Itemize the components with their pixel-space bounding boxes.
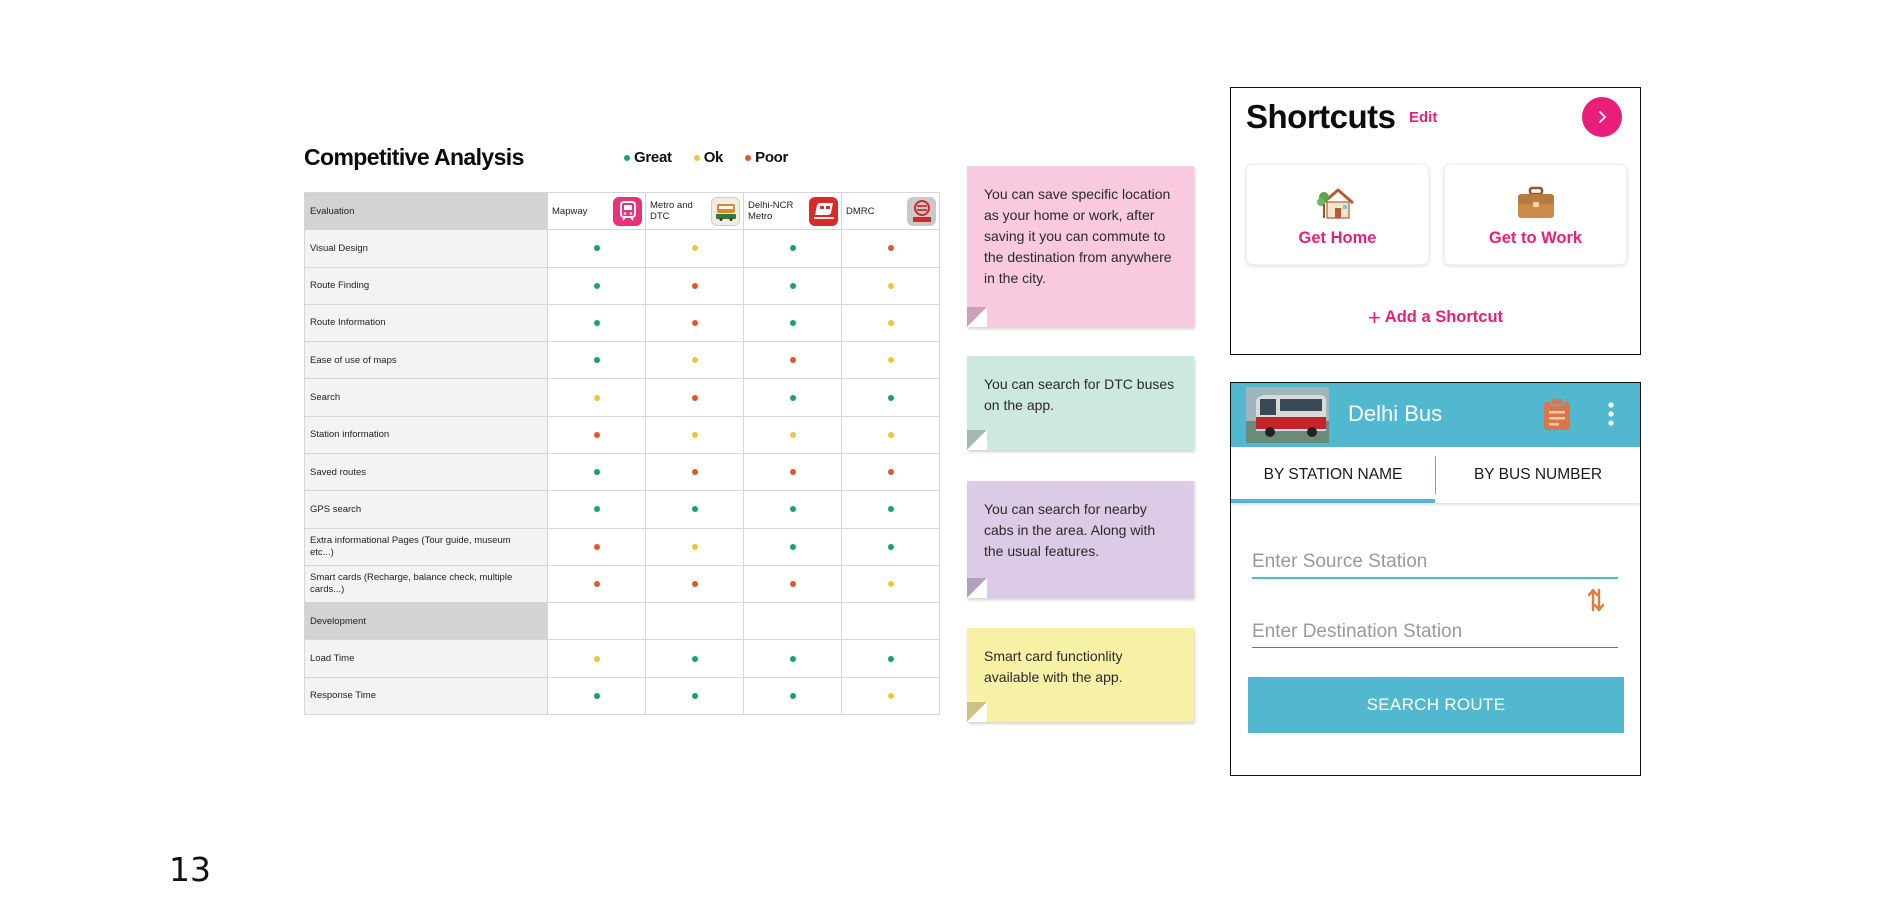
poor-rating-dot — [692, 320, 698, 326]
app-name: Delhi-NCR Metro — [748, 200, 794, 223]
criterion-label: Route Information — [305, 304, 548, 341]
plus-icon: + — [1367, 304, 1381, 330]
rating-cell — [548, 453, 646, 490]
ok-rating-dot — [594, 395, 600, 401]
great-rating-dot — [790, 245, 796, 251]
rating-cell — [646, 565, 744, 602]
more-options-icon[interactable] — [1607, 402, 1615, 426]
note-fold — [967, 578, 987, 598]
great-rating-dot — [594, 283, 600, 289]
rating-cell — [646, 640, 744, 677]
sticky-note-dtc-buses — [967, 356, 1194, 450]
rating-cell — [744, 677, 842, 714]
table-row — [305, 230, 940, 267]
great-rating-dot — [888, 656, 894, 662]
rating-cell — [842, 640, 940, 677]
briefcase-icon — [1515, 185, 1557, 221]
rating-cell — [646, 342, 744, 379]
note-text: You can search for nearby cabs in the area. Along with the usual features. — [984, 501, 1156, 559]
app-title: Delhi Bus — [1348, 401, 1443, 426]
rating-cell — [548, 267, 646, 304]
app-name: Metro and DTC — [650, 200, 693, 223]
evaluation-header: Evaluation — [305, 193, 548, 230]
great-rating-dot — [594, 357, 600, 363]
active-tab-indicator — [1231, 499, 1435, 503]
ok-rating-dot — [888, 320, 894, 326]
great-rating-dot — [790, 544, 796, 550]
criterion-label: Ease of use of maps — [305, 342, 548, 379]
note-text: You can search for DTC buses on the app. — [984, 376, 1175, 413]
house-icon — [1317, 185, 1359, 221]
note-text: Smart card functionlity available with the app. — [984, 648, 1123, 685]
rating-cell — [842, 267, 940, 304]
great-rating-dot — [790, 693, 796, 699]
poor-rating-dot — [790, 357, 796, 363]
great-rating-dot — [594, 693, 600, 699]
rating-cell — [842, 379, 940, 416]
get-to-work-label: Get to Work — [1488, 229, 1583, 247]
great-rating-dot — [888, 506, 894, 512]
rating-cell — [744, 304, 842, 341]
ok-rating-dot — [888, 432, 894, 438]
legend-great — [624, 149, 672, 166]
rating-cell — [646, 603, 744, 640]
poor-rating-dot — [888, 469, 894, 475]
great-dot-icon — [624, 155, 630, 161]
poor-rating-dot — [692, 283, 698, 289]
rating-cell — [646, 453, 744, 490]
app-header-dmrc — [842, 193, 940, 230]
get-home-shortcut[interactable] — [1246, 164, 1429, 265]
source-station-input[interactable]: Enter Source Station — [1252, 551, 1618, 579]
rating-cell — [744, 453, 842, 490]
criterion-label: Station information — [305, 416, 548, 453]
delhi-bus-card — [1230, 382, 1641, 776]
poor-rating-dot — [692, 581, 698, 587]
great-rating-dot — [692, 506, 698, 512]
rating-cell — [646, 304, 744, 341]
table-row — [305, 304, 940, 341]
table-header-row — [305, 193, 940, 230]
rating-cell — [548, 677, 646, 714]
rating-cell — [646, 491, 744, 528]
table-row — [305, 267, 940, 304]
rating-cell — [744, 342, 842, 379]
dmrc-icon — [907, 197, 936, 226]
rating-cell — [744, 230, 842, 267]
poor-rating-dot — [888, 245, 894, 251]
great-rating-dot — [790, 320, 796, 326]
poor-rating-dot — [692, 469, 698, 475]
poor-rating-dot — [594, 432, 600, 438]
page-number: 13 — [169, 850, 211, 889]
rating-cell — [744, 565, 842, 602]
ok-dot-icon — [694, 155, 700, 161]
app-name: DMRC — [846, 205, 875, 217]
table-row — [305, 453, 940, 490]
rating-cell — [548, 565, 646, 602]
chevron-right-icon — [1594, 109, 1610, 125]
shortcuts-title: Shortcuts — [1246, 98, 1396, 135]
rating-cell — [842, 416, 940, 453]
ok-rating-dot — [888, 693, 894, 699]
tab-by-station-name[interactable]: BY STATION NAME — [1263, 466, 1403, 483]
edit-shortcuts-button[interactable]: Edit — [1409, 109, 1438, 126]
ok-rating-dot — [888, 581, 894, 587]
app-header-metro-dtc — [646, 193, 744, 230]
poor-rating-dot — [594, 544, 600, 550]
ok-rating-dot — [692, 357, 698, 363]
table-row — [305, 565, 940, 602]
table-row — [305, 640, 940, 677]
rating-cell — [646, 230, 744, 267]
criterion-label: Load Time — [305, 640, 548, 677]
great-rating-dot — [692, 693, 698, 699]
rating-cell — [744, 528, 842, 565]
rating-cell — [744, 640, 842, 677]
table-row — [305, 416, 940, 453]
note-text: You can save specific location as your home or work, after saving it you can commute to the destination from anywhere in the city. — [984, 186, 1172, 286]
rating-cell — [646, 379, 744, 416]
great-rating-dot — [594, 506, 600, 512]
legend-great-label: Great — [634, 149, 672, 166]
legend-ok — [694, 149, 723, 166]
rating-cell — [842, 342, 940, 379]
add-shortcut-label: Add a Shortcut — [1384, 308, 1504, 326]
add-shortcut-button[interactable] — [1231, 304, 1640, 330]
rating-cell — [646, 528, 744, 565]
sticky-note-cabs — [967, 481, 1194, 598]
table-row — [305, 677, 940, 714]
criterion-label: Smart cards (Recharge, balance check, multiple cards...) — [305, 565, 548, 602]
app-bar — [1231, 383, 1640, 447]
shortcuts-card — [1230, 87, 1641, 355]
criterion-label: Route Finding — [305, 267, 548, 304]
rating-cell — [646, 677, 744, 714]
get-home-label: Get Home — [1298, 229, 1377, 247]
note-fold — [967, 307, 987, 327]
rating-cell — [548, 342, 646, 379]
great-rating-dot — [888, 544, 894, 550]
ok-rating-dot — [790, 432, 796, 438]
great-rating-dot — [888, 395, 894, 401]
rating-cell — [548, 528, 646, 565]
rating-cell — [548, 491, 646, 528]
table-row — [305, 528, 940, 565]
ok-rating-dot — [888, 357, 894, 363]
competitive-analysis-title: Competitive Analysis — [304, 144, 524, 170]
rating-cell — [842, 603, 940, 640]
criterion-label: Development — [305, 603, 548, 640]
note-fold — [967, 430, 987, 450]
rating-cell — [548, 230, 646, 267]
delhi-ncr-metro-icon — [809, 197, 838, 226]
app-header-delhi-ncr-metro — [744, 193, 842, 230]
bus-icon — [1246, 387, 1329, 443]
poor-rating-dot — [692, 395, 698, 401]
ok-rating-dot — [692, 245, 698, 251]
great-rating-dot — [692, 656, 698, 662]
great-rating-dot — [790, 656, 796, 662]
destination-station-input[interactable]: Enter Destination Station — [1252, 621, 1618, 648]
great-rating-dot — [594, 469, 600, 475]
criterion-label: GPS search — [305, 491, 548, 528]
rating-cell — [744, 267, 842, 304]
table-row — [305, 379, 940, 416]
rating-cell — [744, 491, 842, 528]
table-row — [305, 491, 940, 528]
get-to-work-shortcut[interactable] — [1444, 164, 1627, 265]
mapway-icon — [613, 197, 642, 226]
rating-cell — [548, 304, 646, 341]
rating-cell — [842, 453, 940, 490]
poor-dot-icon — [745, 155, 751, 161]
rating-cell — [842, 230, 940, 267]
rating-cell — [744, 416, 842, 453]
sticky-note-save-location — [967, 166, 1194, 327]
next-button[interactable] — [1582, 97, 1622, 137]
ok-rating-dot — [594, 656, 600, 662]
search-route-button[interactable]: SEARCH ROUTE — [1248, 677, 1624, 733]
search-tabs — [1231, 447, 1640, 503]
poor-rating-dot — [790, 581, 796, 587]
rating-cell — [646, 267, 744, 304]
criterion-label: Saved routes — [305, 453, 548, 490]
metro-dtc-icon — [711, 197, 740, 226]
rating-cell — [842, 677, 940, 714]
criterion-label: Visual Design — [305, 230, 548, 267]
clipboard-icon[interactable] — [1542, 397, 1572, 431]
great-rating-dot — [790, 395, 796, 401]
rating-cell — [548, 379, 646, 416]
criterion-label: Response Time — [305, 677, 548, 714]
legend-poor — [745, 149, 788, 166]
section-row — [305, 603, 940, 640]
poor-rating-dot — [790, 469, 796, 475]
poor-rating-dot — [594, 581, 600, 587]
ok-rating-dot — [888, 283, 894, 289]
criterion-label: Search — [305, 379, 548, 416]
criterion-label: Extra informational Pages (Tour guide, museum etc...) — [305, 528, 548, 565]
rating-cell — [842, 304, 940, 341]
rating-cell — [842, 528, 940, 565]
note-fold — [967, 702, 987, 722]
rating-cell — [548, 416, 646, 453]
rating-cell — [548, 603, 646, 640]
great-rating-dot — [790, 283, 796, 289]
app-header-mapway — [548, 193, 646, 230]
rating-cell — [744, 603, 842, 640]
competitive-analysis-table — [304, 192, 940, 715]
ok-rating-dot — [692, 544, 698, 550]
rating-cell — [842, 491, 940, 528]
rating-cell — [548, 640, 646, 677]
sticky-note-smart-card — [967, 628, 1194, 722]
great-rating-dot — [790, 506, 796, 512]
great-rating-dot — [594, 320, 600, 326]
rating-cell — [646, 416, 744, 453]
ok-rating-dot — [692, 432, 698, 438]
legend-ok-label: Ok — [703, 149, 724, 166]
rating-cell — [744, 379, 842, 416]
rating-cell — [842, 565, 940, 602]
table-row — [305, 342, 940, 379]
tab-by-bus-number[interactable]: BY BUS NUMBER — [1473, 466, 1603, 483]
app-name: Mapway — [552, 205, 588, 217]
legend-poor-label: Poor — [755, 149, 789, 166]
rating-legend — [624, 149, 788, 166]
swap-stations-icon[interactable] — [1588, 587, 1604, 613]
great-rating-dot — [594, 245, 600, 251]
